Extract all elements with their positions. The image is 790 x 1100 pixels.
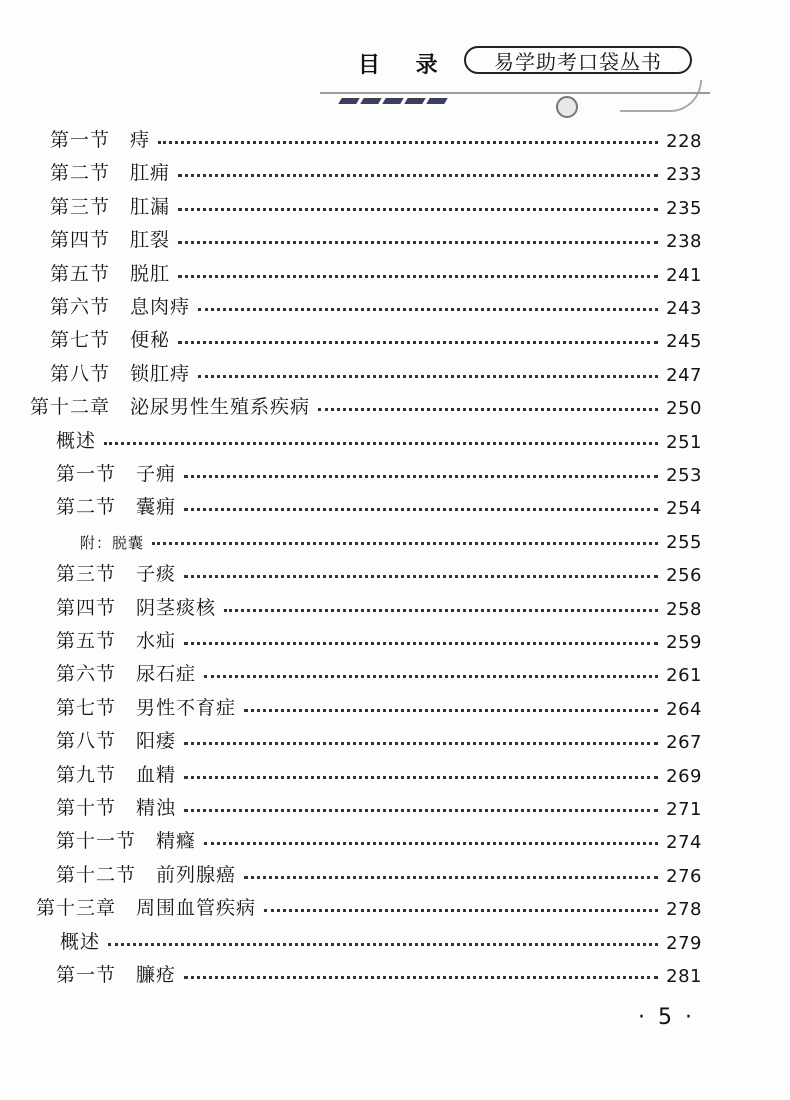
toc-entry-title: 第一节 痔: [50, 129, 151, 151]
toc-entry-title: 第二节 囊痈: [56, 496, 177, 519]
toc-entry-title: 第十二章 泌尿男性生殖系疾病: [30, 396, 311, 419]
toc-dot-leader: [318, 408, 658, 411]
toc-entry[interactable]: [56, 819, 702, 853]
toc-entry-title: 概述: [60, 930, 101, 953]
decoration-bar: [338, 98, 359, 104]
toc-entry[interactable]: [56, 686, 702, 720]
toc-entry-title: 第八节 阳痿: [56, 730, 177, 753]
toc-entry-title: 第四节 肛裂: [50, 229, 171, 252]
toc-entry[interactable]: [56, 419, 702, 453]
toc-dot-leader: [184, 809, 658, 812]
toc-entry-title: 附：脱囊: [80, 533, 145, 552]
toc-entry-page: 254: [666, 498, 702, 520]
toc-entry-title: 第九节 血精: [56, 763, 177, 786]
toc-dot-leader: [184, 776, 658, 779]
toc-entry-title: 第六节 息肉痔: [50, 296, 191, 318]
toc-entry[interactable]: [56, 652, 702, 686]
toc-entry-title: 第五节 水疝: [56, 630, 177, 652]
toc-dot-leader: [184, 575, 658, 578]
toc-dot-leader: [204, 675, 658, 678]
toc-entry[interactable]: [56, 753, 702, 787]
toc-entry-page: 274: [666, 832, 702, 854]
toc-entry-page: 276: [666, 865, 702, 887]
toc-entry[interactable]: [30, 385, 702, 419]
toc-entry-title: 第一节 子痈: [56, 463, 177, 485]
toc-entry-title: 第六节 尿石症: [56, 663, 197, 686]
toc-dot-leader: [178, 174, 658, 177]
page-header: [320, 40, 750, 110]
toc-entry[interactable]: [80, 519, 702, 553]
toc-entry-page: 228: [666, 131, 702, 152]
toc-entry-title: 第四节 阴茎痰核: [56, 596, 217, 619]
toc-dot-leader: [198, 375, 658, 378]
header-divider: [320, 92, 710, 94]
toc-dot-leader: [184, 642, 658, 645]
toc-entry-title: 第十二节 前列腺癌: [56, 863, 237, 886]
toc-entry-page: 269: [666, 765, 702, 787]
toc-entry[interactable]: [36, 886, 702, 920]
header-decoration-circle: [556, 96, 578, 118]
toc-entry-page: 278: [666, 899, 702, 921]
toc-entry[interactable]: [50, 218, 702, 252]
toc-entry[interactable]: [60, 920, 702, 954]
toc-entry-title: 第三节 肛漏: [50, 195, 171, 218]
toc-dot-leader: [264, 909, 658, 912]
toc-dot-leader: [108, 943, 658, 946]
toc-entry-page: 261: [666, 665, 702, 687]
toc-dot-leader: [244, 709, 658, 712]
toc-entry-page: 271: [666, 799, 702, 820]
toc-dot-leader: [178, 241, 658, 244]
decoration-bar: [382, 98, 403, 104]
toc-entry[interactable]: [56, 619, 702, 653]
toc-entry-title: 第十一节 精癃: [56, 830, 197, 853]
header-decoration-bars: [340, 98, 446, 104]
toc-dot-leader: [184, 508, 658, 511]
toc-entry-title: 第八节 锁肛痔: [50, 362, 191, 385]
toc-dot-leader: [178, 275, 658, 278]
page-number: · 5 ·: [638, 1005, 695, 1030]
toc-entry[interactable]: [50, 252, 702, 286]
toc-entry-page: 259: [666, 632, 702, 653]
toc-entry[interactable]: [56, 552, 702, 586]
toc-dot-leader: [104, 442, 658, 445]
toc-entry-page: 251: [666, 431, 702, 453]
toc-entry-page: 247: [666, 364, 702, 386]
decoration-bar: [360, 98, 381, 104]
toc-entry-title: 第十三章 周围血管疾病: [36, 897, 257, 920]
toc-entry-title: 第五节 脱肛: [50, 262, 171, 285]
toc-entry[interactable]: [56, 452, 702, 486]
toc-entry-page: 279: [666, 932, 702, 954]
toc-dot-leader: [158, 141, 658, 144]
toc-entry[interactable]: [50, 352, 702, 386]
toc-entry-page: 233: [666, 164, 702, 186]
toc-dot-leader: [244, 876, 658, 879]
toc-dot-leader: [184, 976, 658, 979]
toc-entry-title: 第三节 子痰: [56, 563, 177, 586]
toc-entry-page: 258: [666, 598, 702, 620]
toc-entry[interactable]: [56, 586, 702, 620]
toc-dot-leader: [178, 341, 658, 344]
toc-entry[interactable]: [56, 719, 702, 753]
toc-dot-leader: [184, 475, 658, 478]
toc-entry-page: 255: [666, 531, 702, 553]
toc-entry-title: 第七节 便秘: [50, 329, 171, 352]
toc-entry[interactable]: [56, 953, 702, 987]
toc-dot-leader: [224, 609, 658, 612]
toc-entry[interactable]: [50, 285, 702, 319]
toc-dot-leader: [178, 208, 658, 211]
toc-entry-page: 281: [666, 966, 702, 987]
toc-entry-page: 267: [666, 732, 702, 754]
toc-entry[interactable]: [56, 485, 702, 519]
toc-dot-leader: [184, 742, 658, 745]
toc-entry-title: 第二节 肛痈: [50, 162, 171, 185]
toc-dot-leader: [204, 842, 658, 845]
toc-entry[interactable]: [50, 185, 702, 219]
toc-entry-page: 238: [666, 231, 702, 253]
toc-entry[interactable]: [50, 118, 702, 152]
toc-entry-page: 235: [666, 197, 702, 219]
toc-entry[interactable]: [50, 318, 702, 352]
header-decoration-arc: [620, 80, 702, 112]
series-name: 易学助考口袋丛书: [464, 46, 692, 74]
toc-entry-title: 第十节 精浊: [56, 797, 177, 819]
toc-entry-page: 243: [666, 298, 702, 319]
toc-entry-page: 250: [666, 398, 702, 420]
decoration-bar: [426, 98, 447, 104]
toc-entry-page: 245: [666, 331, 702, 353]
toc-entry[interactable]: [56, 853, 702, 887]
toc-dot-leader: [198, 308, 658, 311]
toc-entry-page: 264: [666, 698, 702, 720]
toc-entry-page: 256: [666, 565, 702, 587]
toc-entry-title: 第七节 男性不育症: [56, 696, 237, 719]
page-title: 目 录: [358, 52, 452, 78]
toc-entry-title: 第一节 臁疮: [56, 964, 177, 986]
toc-entry-page: 241: [666, 264, 702, 286]
toc-entry-title: 概述: [56, 429, 97, 452]
toc-entry[interactable]: [50, 151, 702, 185]
decoration-bar: [404, 98, 425, 104]
toc-entry[interactable]: [56, 786, 702, 820]
toc-entry-page: 253: [666, 465, 702, 486]
toc-dot-leader: [152, 542, 658, 545]
